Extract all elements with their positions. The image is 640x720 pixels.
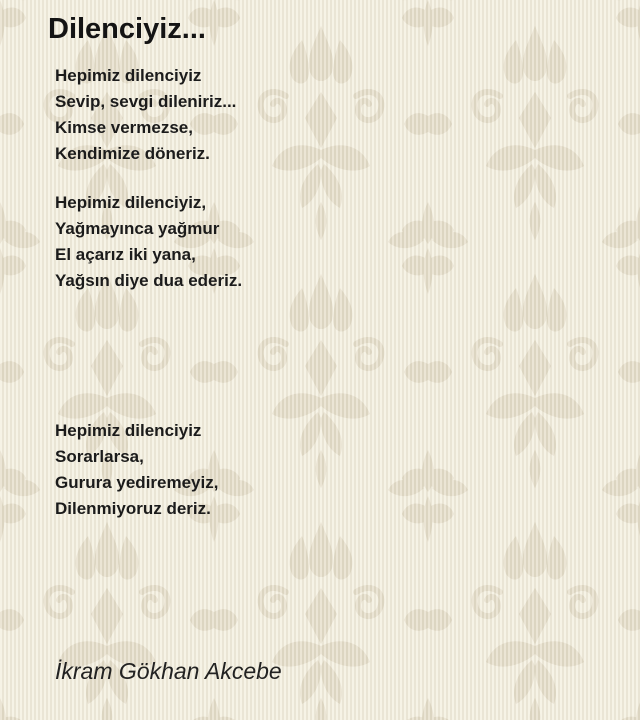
poem-line: Dilenmiyoruz deriz. — [55, 499, 211, 518]
poem-line: Hepimiz dilenciyiz — [55, 421, 202, 440]
author-name: İkram Gökhan Akcebe — [55, 658, 282, 684]
poem-line: Sevip, sevgi dileniriz... — [55, 92, 237, 111]
stanza-3 — [55, 418, 640, 522]
poem-line: Kendimize döneriz. — [55, 144, 210, 163]
poem-line: Hepimiz dilenciyiz — [55, 66, 202, 85]
poem-line: Kimse vermezse, — [55, 118, 193, 137]
stanza-2 — [55, 190, 640, 294]
poem-line: Yağsın diye dua ederiz. — [55, 271, 243, 290]
poem-line: Sorarlarsa, — [55, 447, 144, 466]
poem-line: Yağmayınca yağmur — [55, 219, 220, 238]
poem-line: Hepimiz dilenciyiz, — [55, 193, 207, 212]
stanza-1 — [55, 63, 640, 167]
poem-line: El açarız iki yana, — [55, 245, 196, 264]
poem-title: Dilenciyiz... — [48, 13, 206, 45]
poem-line: Gurura yediremeyiz, — [55, 473, 219, 492]
